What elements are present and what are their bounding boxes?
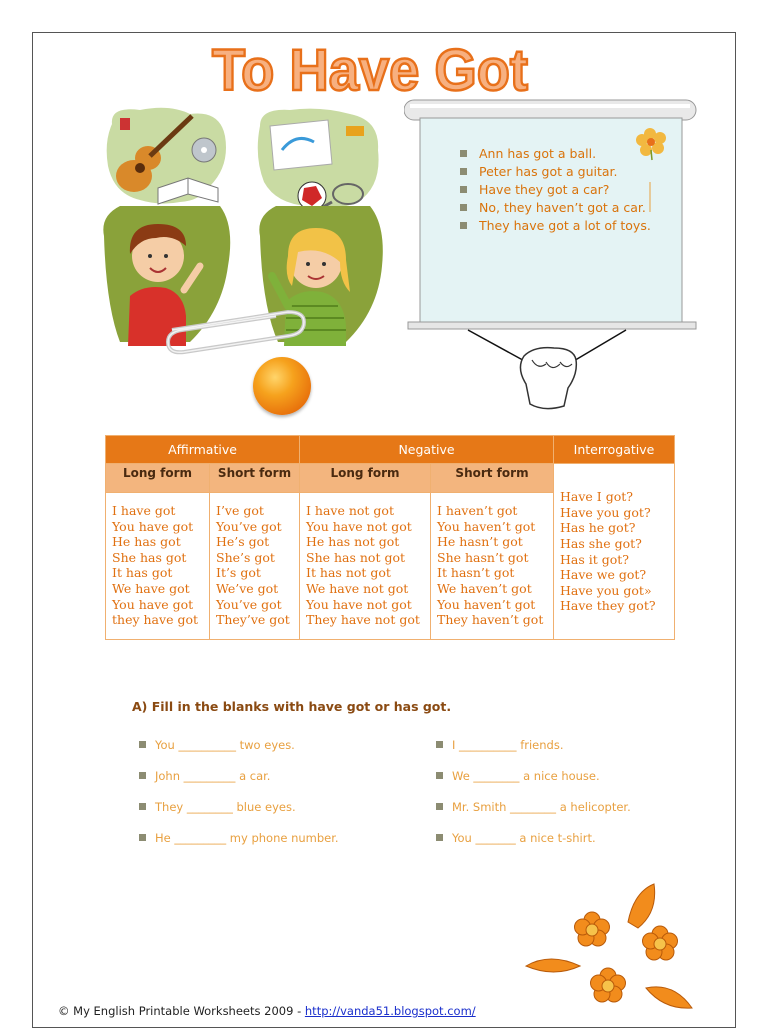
- table-cell: Has she got?: [560, 535, 642, 551]
- header-negative: Negative: [300, 436, 554, 464]
- bullet-icon: [460, 168, 467, 175]
- page-title: [200, 36, 540, 100]
- list-item: Have they got a car?: [458, 181, 651, 199]
- exercise-item: Mr. Smith ________ a helicopter.: [452, 800, 631, 814]
- bullet-icon: [139, 741, 146, 748]
- neg-long-column: [300, 493, 431, 640]
- table-cell: Has he got?: [560, 520, 636, 536]
- table-cell: I’ve got: [216, 503, 264, 518]
- footer-text: © My English Printable Worksheets 2009 -: [58, 1004, 305, 1018]
- projector-screen: [404, 98, 700, 416]
- bullet-icon: [139, 772, 146, 779]
- leaf-icon: [628, 884, 655, 928]
- table-cell: It has not got: [306, 565, 391, 581]
- bullet-icon: [139, 803, 146, 810]
- table-cell: You have not got: [306, 596, 412, 612]
- footer: [58, 1004, 476, 1018]
- table-cell: Have we got?: [560, 567, 647, 583]
- bullet-icon: [436, 772, 443, 779]
- exercise-item: You __________ two eyes.: [155, 738, 295, 752]
- bullet-icon: [436, 803, 443, 810]
- header-affirmative: Affirmative: [106, 436, 300, 464]
- bullet-icon: [436, 834, 443, 841]
- orange-ball-icon: [253, 357, 311, 415]
- screen-sentence-list: [458, 145, 651, 235]
- table-cell: We’ve got: [216, 580, 279, 596]
- list-item: They have got a lot of toys.: [458, 217, 651, 235]
- table-cell: You have got: [112, 518, 194, 534]
- table-cell: She has got: [112, 549, 187, 565]
- leaf-icon: [526, 959, 580, 972]
- drawing-icon: [270, 120, 332, 170]
- flower-icon: [643, 926, 678, 960]
- table-cell: Have you got»: [560, 582, 652, 598]
- table-cell: She hasn’t got: [437, 549, 529, 565]
- table-cell: Have you got?: [560, 504, 651, 520]
- table-cell: They’ve got: [216, 612, 290, 628]
- table-cell: Have they got?: [560, 598, 656, 614]
- exercise-item: They ________ blue eyes.: [155, 800, 296, 814]
- title-text: To Have Got: [212, 38, 528, 100]
- table-cell: It has got: [112, 565, 173, 581]
- table-cell: He’s got: [216, 534, 270, 550]
- table-cell: You haven’t got: [437, 596, 536, 612]
- table-cell: He has not got: [306, 534, 400, 550]
- table-cell: I haven’t got: [437, 503, 518, 518]
- table-cell: We have got: [112, 580, 190, 596]
- table-cell: They haven’t got: [437, 612, 544, 628]
- table-cell: they have got: [112, 612, 198, 628]
- grammar-table: [105, 435, 675, 640]
- table-cell: I have not got: [306, 503, 394, 518]
- table-cell: They have not got: [306, 612, 420, 628]
- subheader-aff-long: Long form: [106, 464, 210, 493]
- leaf-icon: [646, 987, 692, 1008]
- table-cell: You’ve got: [216, 596, 282, 612]
- table-cell: He hasn’t got: [437, 534, 523, 550]
- table-cell: We haven’t got: [437, 580, 532, 596]
- decorative-flowers: [524, 882, 700, 1018]
- bullet-icon: [436, 741, 443, 748]
- table-cell: Has it got?: [560, 551, 629, 567]
- list-item: Peter has got a guitar.: [458, 163, 651, 181]
- bullet-icon: [460, 150, 467, 157]
- table-cell: He has got: [112, 534, 181, 550]
- aff-short-column: [210, 493, 300, 640]
- bullet-icon: [139, 834, 146, 841]
- aff-long-column: [106, 493, 210, 640]
- table-cell: You have not got: [306, 518, 412, 534]
- exercise-item: We ________ a nice house.: [452, 769, 600, 783]
- flower-icon: [591, 968, 626, 1002]
- hand-icon: [520, 348, 576, 409]
- exercise-heading: A) Fill in the blanks with have got or has got.: [132, 699, 452, 714]
- table-cell: We have not got: [306, 580, 409, 596]
- table-cell: She has not got: [306, 549, 405, 565]
- table-cell: It’s got: [216, 565, 261, 581]
- subheader-neg-short: Short form: [431, 464, 554, 493]
- blog-link[interactable]: http://vanda51.blogspot.com/: [304, 1004, 476, 1018]
- list-item: No, they haven’t got a car.: [458, 199, 651, 217]
- exercise-item: He _________ my phone number.: [155, 831, 339, 845]
- ball-icon: [298, 182, 326, 210]
- table-cell: I have got: [112, 503, 176, 518]
- kids-illustration: [100, 106, 390, 406]
- neg-short-column: [431, 493, 554, 640]
- table-cell: It hasn’t got: [437, 565, 515, 581]
- list-item: Ann has got a ball.: [458, 145, 651, 163]
- table-cell: You’ve got: [216, 518, 282, 534]
- table-cell: You haven’t got: [437, 518, 536, 534]
- interrogative-column: [554, 464, 675, 640]
- subheader-neg-long: Long form: [300, 464, 431, 493]
- table-cell: You have got: [112, 596, 194, 612]
- exercise-item: You _______ a nice t-shirt.: [452, 831, 596, 845]
- bullet-icon: [460, 222, 467, 229]
- exercise-item: I __________ friends.: [452, 738, 564, 752]
- exercise-item: John _________ a car.: [155, 769, 270, 783]
- flower-icon: [575, 912, 610, 946]
- subheader-aff-short: Short form: [210, 464, 300, 493]
- table-cell: She’s got: [216, 549, 275, 565]
- table-cell: Have I got?: [560, 489, 633, 505]
- bullet-icon: [460, 186, 467, 193]
- bullet-icon: [460, 204, 467, 211]
- header-interrogative: Interrogative: [554, 436, 675, 464]
